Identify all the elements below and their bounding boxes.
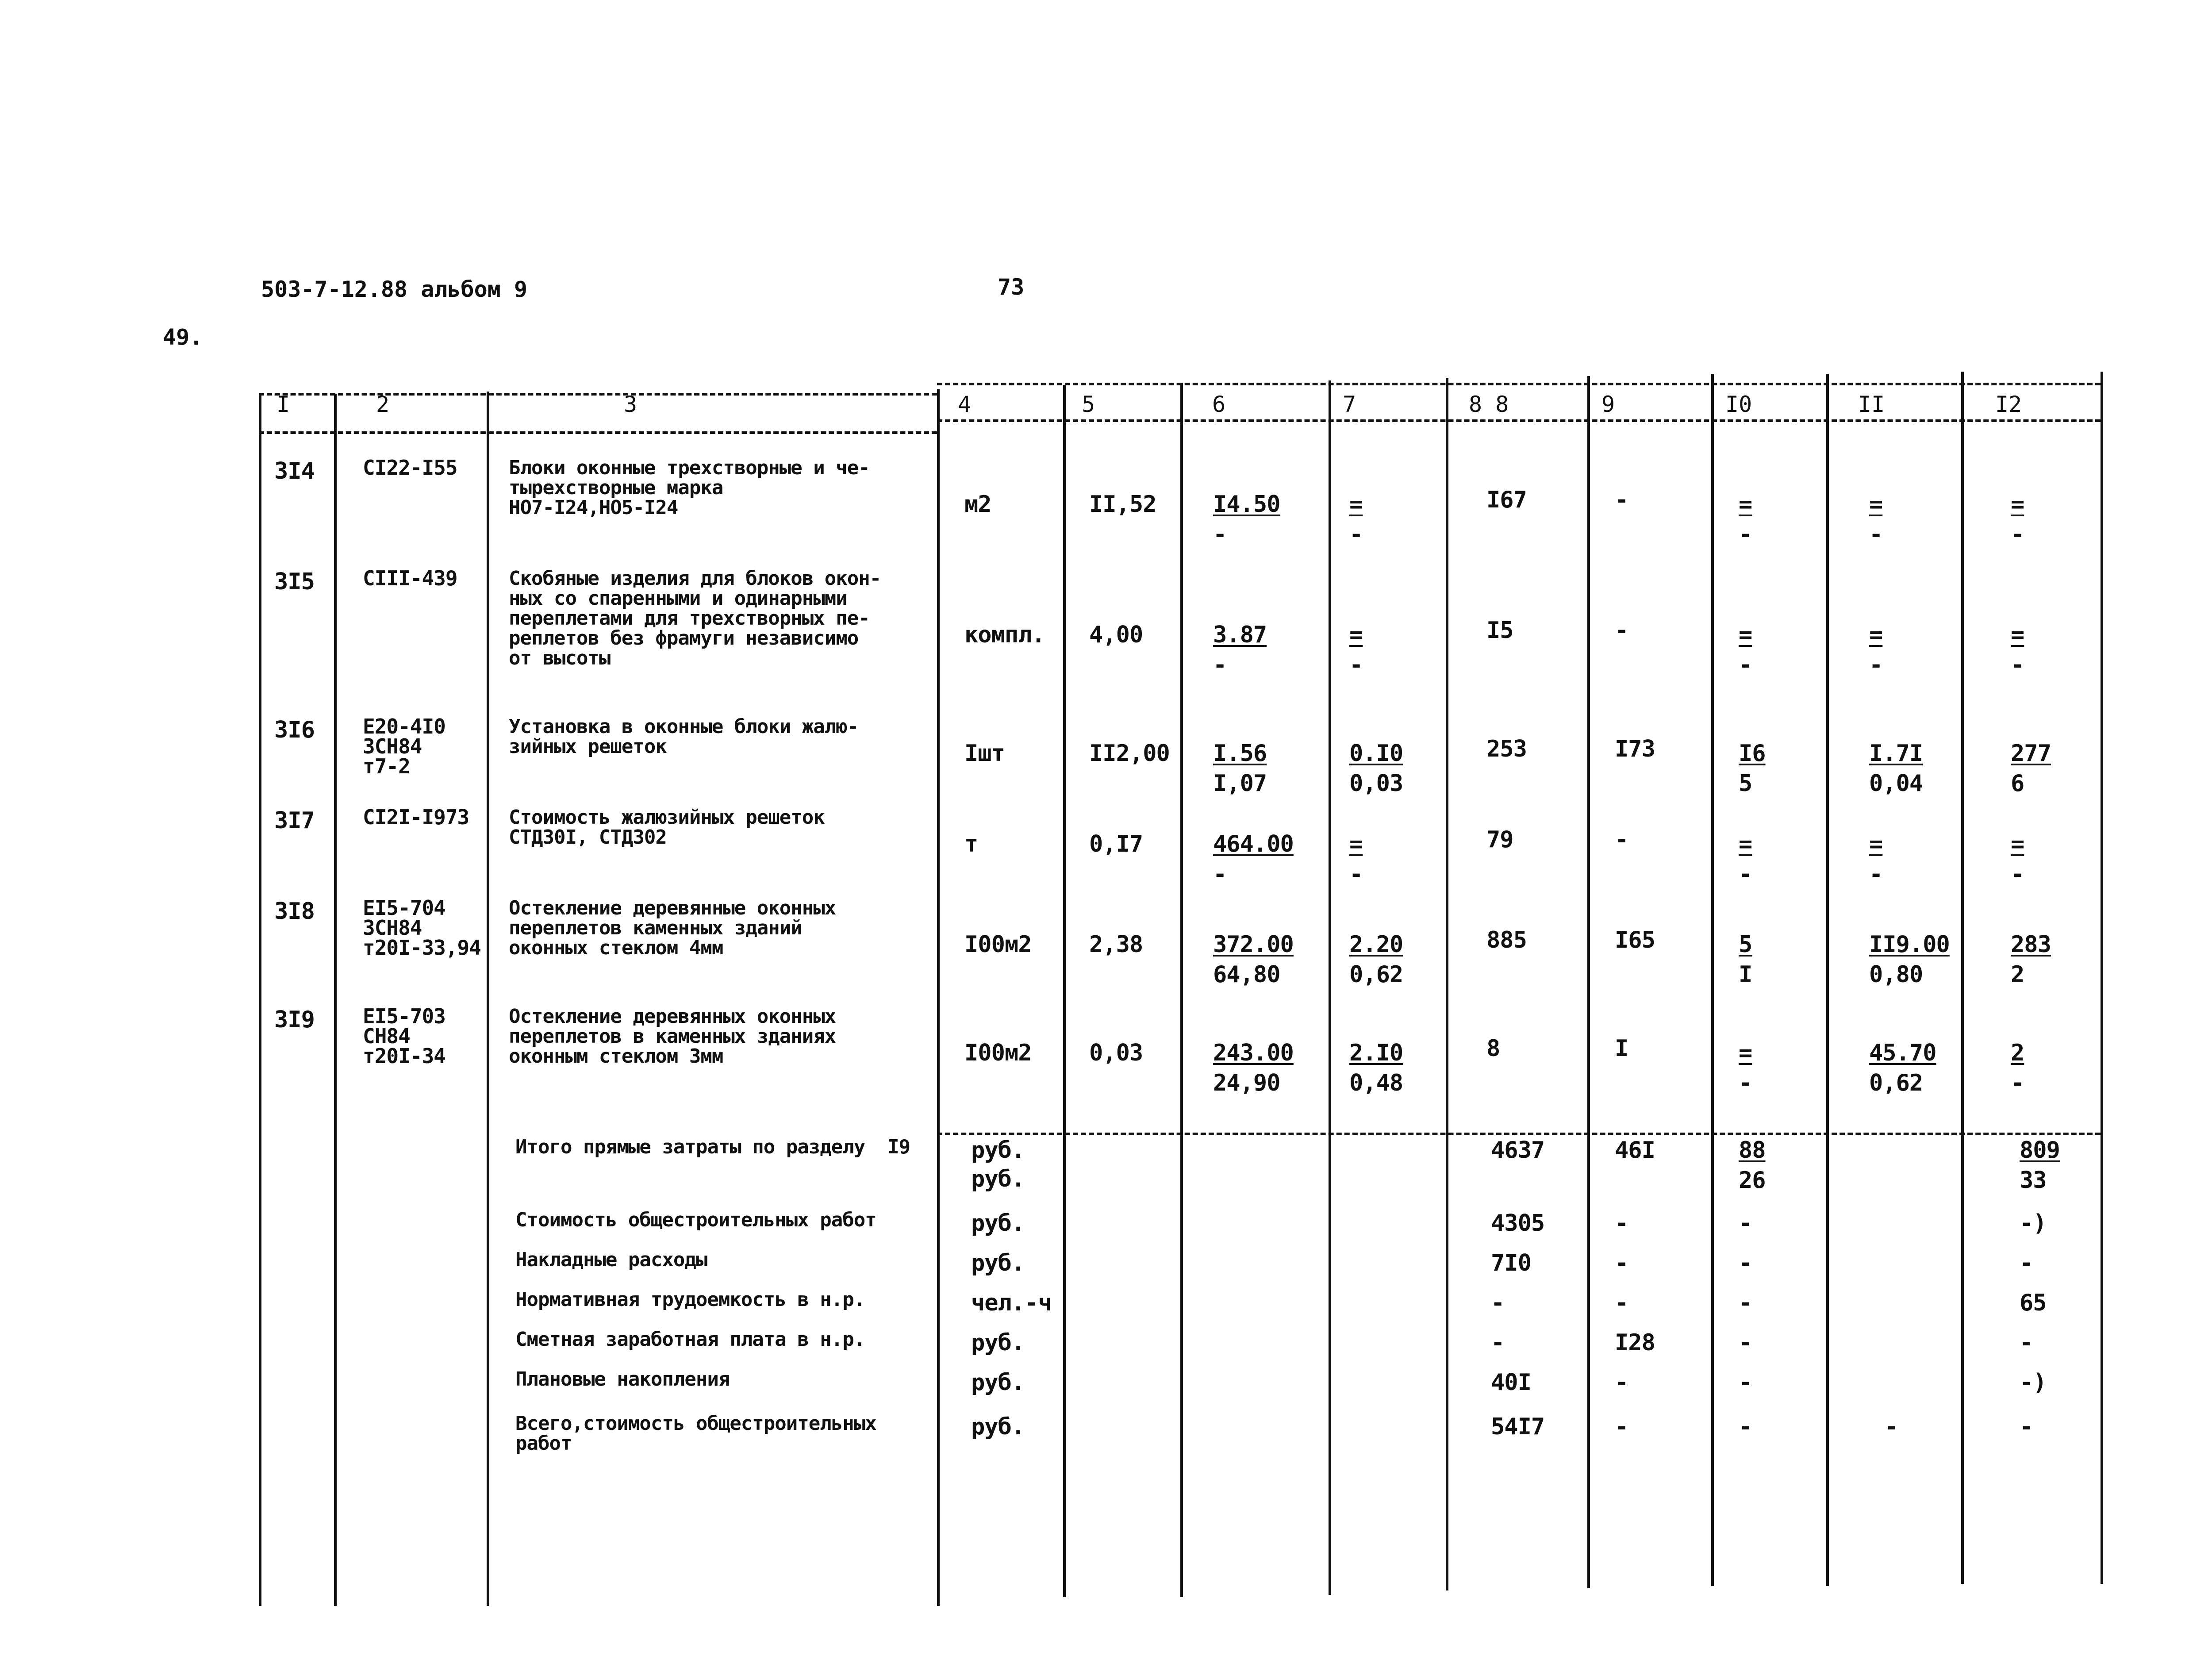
total-machines: =: [1739, 1040, 1752, 1066]
quantity: II2,00: [1089, 740, 1170, 767]
work-description: Блоки оконные трехстворные и че- тырехстворные марка НО7-I24,НО5-I24: [509, 457, 870, 519]
total-machines: =: [1739, 622, 1752, 648]
totals-cost: -: [1491, 1290, 1505, 1316]
totals-cost: 4305: [1491, 1210, 1545, 1237]
labor-total: =: [2011, 830, 2024, 857]
column-number: 4: [958, 392, 972, 417]
totals-label: Итого прямые затраты по разделу I9: [515, 1136, 910, 1158]
unit-of-measure: м2: [964, 491, 991, 518]
total-wages: -: [1615, 617, 1628, 644]
totals-cost: 54I7: [1491, 1414, 1545, 1440]
unit-cost-machines: =: [1349, 491, 1363, 518]
labor-total: 283: [2011, 931, 2051, 958]
quantity: 2,38: [1089, 931, 1143, 958]
unit-cost-machines: 2.20: [1349, 931, 1403, 958]
table-top-border: [937, 383, 2101, 385]
totals-wages: -: [1615, 1210, 1628, 1237]
totals-cost: -: [1491, 1329, 1505, 1356]
totals-wages: -: [1615, 1250, 1628, 1276]
totals-wages: -: [1615, 1369, 1628, 1396]
totals-wages: I28: [1615, 1329, 1655, 1356]
unit-cost-total: 372.00: [1213, 931, 1294, 958]
total-machine-wages: -: [1739, 860, 1752, 887]
labor-total: =: [2011, 491, 2024, 518]
pricing-code: CI22-I55: [363, 456, 457, 480]
pricing-code: EI5-704 3СН84 т20I-33,94: [363, 896, 481, 960]
sheet-mark: 49.: [163, 324, 203, 350]
column-divider: [1711, 374, 1714, 1586]
header-rule: [937, 419, 2101, 422]
totals-unit: руб.: [971, 1250, 1025, 1276]
page-number: 73: [998, 274, 1025, 300]
column-divider: [1961, 372, 1964, 1584]
total-cost: I5: [1486, 617, 1513, 644]
totals-labor: 65: [2020, 1290, 2047, 1316]
totals-machines: 88: [1739, 1137, 1766, 1164]
column-divider: [1826, 374, 1829, 1586]
labor-per-unit: =: [1869, 622, 1883, 648]
total-wages: I65: [1615, 927, 1655, 953]
column-divider: [1063, 385, 1066, 1597]
row-number: 3I8: [274, 898, 315, 925]
unit-cost-wages: 64,80: [1213, 961, 1280, 988]
unit-cost-machine-wages: 0,62: [1349, 961, 1403, 988]
total-cost: 79: [1486, 826, 1513, 853]
total-wages: -: [1615, 487, 1628, 513]
total-machine-wages: -: [1739, 1070, 1752, 1096]
header-rule: [259, 431, 937, 434]
total-machines: =: [1739, 830, 1752, 857]
totals-unit: руб.: [971, 1329, 1025, 1356]
unit-of-measure: компл.: [964, 622, 1045, 648]
totals-wages: -: [1615, 1290, 1628, 1316]
total-machines: I6: [1739, 740, 1766, 767]
row-number: 3I6: [274, 717, 315, 743]
totals-unit: руб.: [971, 1137, 1025, 1164]
totals-machines: -: [1739, 1369, 1752, 1396]
unit-of-measure: I00м2: [964, 1040, 1032, 1066]
totals-wages: -: [1615, 1414, 1628, 1440]
totals-label: Сметная заработная плата в н.р.: [515, 1328, 865, 1351]
column-divider: [487, 392, 489, 1606]
unit-cost-machines: =: [1349, 622, 1363, 648]
totals-labor: -): [2020, 1210, 2047, 1237]
pricing-code: E20-4I0 3СН84 т7-2: [363, 714, 445, 778]
column-number: 2: [376, 392, 390, 417]
labor-per-unit-machinists: 0,62: [1869, 1070, 1923, 1096]
unit-cost-total: I4.50: [1213, 491, 1280, 518]
unit-cost-machines: 2.I0: [1349, 1040, 1403, 1066]
total-machines: 5: [1739, 931, 1752, 958]
total-machine-wages: -: [1739, 652, 1752, 678]
column-divider: [1446, 378, 1448, 1590]
unit-cost-machine-wages: 0,03: [1349, 770, 1403, 797]
column-number: I: [276, 392, 290, 417]
document-reference: 503-7-12.88 альбом 9: [261, 277, 528, 302]
totals-unit: руб.: [971, 1210, 1025, 1237]
totals-cost: 4637: [1491, 1137, 1545, 1164]
totals-label: Нормативная трудоемкость в н.р.: [515, 1288, 865, 1311]
pricing-code: EI5-703 СН84 т20I-34: [363, 1004, 445, 1068]
labor-total-machinists: 2: [2011, 961, 2024, 988]
total-wages: I: [1615, 1035, 1628, 1062]
quantity: II,52: [1089, 491, 1156, 518]
totals-label: Плановые накопления: [515, 1368, 730, 1391]
unit-cost-wages: -: [1213, 652, 1227, 678]
column-number: 3: [624, 392, 637, 417]
totals-labor-per-unit: -: [1885, 1414, 1898, 1440]
table-border-left: [259, 394, 261, 1606]
labor-total: 2: [2011, 1040, 2024, 1066]
totals-label: Накладные расходы: [515, 1248, 707, 1271]
total-machine-wages: -: [1739, 521, 1752, 548]
labor-total: 277: [2011, 740, 2051, 767]
unit-cost-total: I.56: [1213, 740, 1267, 767]
column-number: I2: [1995, 392, 2022, 417]
total-wages: I73: [1615, 735, 1655, 762]
column-divider: [1180, 383, 1183, 1597]
pricing-code: CIII-439: [363, 566, 457, 590]
totals-label: Стоимость общестроительных работ: [515, 1209, 876, 1231]
totals-unit: чел.-ч: [971, 1290, 1052, 1316]
quantity: 0,03: [1089, 1040, 1143, 1066]
column-number: 9: [1601, 392, 1615, 417]
labor-total-machinists: -: [2011, 860, 2024, 887]
table-top-border: [259, 393, 937, 396]
totals-machines: -: [1739, 1250, 1752, 1276]
work-description: Остекление деревянных оконных переплетов в каменных зданиях оконным стеклом 3мм: [509, 1005, 836, 1068]
totals-labor: -: [2020, 1250, 2033, 1276]
pricing-code: CI2I-I973: [363, 805, 469, 829]
total-cost: 885: [1486, 927, 1527, 953]
labor-per-unit-machinists: 0,80: [1869, 961, 1923, 988]
unit-cost-machine-wages: 0,48: [1349, 1070, 1403, 1096]
column-number: 8 8: [1469, 392, 1509, 417]
labor-per-unit: 45.70: [1869, 1040, 1936, 1066]
total-cost: 8: [1486, 1035, 1500, 1062]
labor-per-unit-machinists: -: [1869, 652, 1883, 678]
row-number: 3I4: [274, 458, 315, 484]
unit-cost-machines: =: [1349, 830, 1363, 857]
totals-labor: -: [2020, 1414, 2033, 1440]
totals-unit: руб.: [971, 1414, 1025, 1440]
unit-cost-wages: -: [1213, 521, 1227, 548]
totals-unit-secondary: руб.: [971, 1166, 1025, 1192]
row-number: 3I9: [274, 1006, 315, 1033]
quantity: 4,00: [1089, 622, 1143, 648]
unit-cost-machine-wages: -: [1349, 521, 1363, 548]
totals-cost: 7I0: [1491, 1250, 1531, 1276]
totals-label: Всего,стоимость общестроительных работ: [515, 1412, 876, 1455]
quantity: 0,I7: [1089, 830, 1143, 857]
totals-machine-wages: 26: [1739, 1167, 1766, 1194]
total-machine-wages: I: [1739, 961, 1752, 988]
totals-machines: -: [1739, 1329, 1752, 1356]
unit-cost-wages: I,07: [1213, 770, 1267, 797]
labor-total: =: [2011, 622, 2024, 648]
column-number: 7: [1343, 392, 1356, 417]
unit-cost-machine-wages: -: [1349, 652, 1363, 678]
labor-total-machinists: -: [2011, 652, 2024, 678]
table-border-right: [2101, 372, 2103, 1584]
labor-per-unit: =: [1869, 491, 1883, 518]
totals-machines: -: [1739, 1290, 1752, 1316]
unit-of-measure: т: [964, 830, 978, 857]
labor-per-unit-machinists: -: [1869, 860, 1883, 887]
column-number: 6: [1212, 392, 1226, 417]
labor-per-unit: I.7I: [1869, 740, 1923, 767]
labor-per-unit-machinists: -: [1869, 521, 1883, 548]
work-description: Скобяные изделия для блоков окон- ных со спаренными и одинарными переплетами для трехстворных пе- реплетов без фрамуги независимо от высоты: [509, 567, 881, 669]
column-divider: [1329, 380, 1331, 1595]
unit-cost-total: 243.00: [1213, 1040, 1294, 1066]
totals-labor: 809: [2020, 1137, 2060, 1164]
unit-cost-total: 3.87: [1213, 622, 1267, 648]
totals-cost: 40I: [1491, 1369, 1531, 1396]
labor-per-unit: =: [1869, 830, 1883, 857]
labor-per-unit: II9.00: [1869, 931, 1950, 958]
totals-unit: руб.: [971, 1369, 1025, 1396]
unit-of-measure: I00м2: [964, 931, 1032, 958]
labor-total-machinists: -: [2011, 1070, 2024, 1096]
totals-machines: -: [1739, 1210, 1752, 1237]
totals-labor: -): [2020, 1369, 2047, 1396]
column-divider: [937, 389, 940, 1606]
unit-cost-total: 464.00: [1213, 830, 1294, 857]
totals-labor-machinists: 33: [2020, 1167, 2047, 1194]
totals-labor: -: [2020, 1329, 2033, 1356]
column-number: I0: [1725, 392, 1752, 417]
total-machines: =: [1739, 491, 1752, 518]
row-number: 3I7: [274, 807, 315, 834]
labor-total-machinists: -: [2011, 521, 2024, 548]
work-description: Остекление деревянные оконных переплетов каменных зданий оконных стеклом 4мм: [509, 897, 836, 959]
total-wages: -: [1615, 826, 1628, 853]
labor-total-machinists: 6: [2011, 770, 2024, 797]
totals-rule: [937, 1133, 2101, 1135]
totals-machines: -: [1739, 1414, 1752, 1440]
unit-of-measure: Iшт: [964, 740, 1005, 767]
unit-cost-wages: -: [1213, 860, 1227, 887]
column-divider: [334, 394, 337, 1606]
total-cost: I67: [1486, 487, 1527, 513]
work-description: Установка в оконные блоки жалю- зийных решеток: [509, 715, 859, 758]
total-cost: 253: [1486, 735, 1527, 762]
column-number: 5: [1082, 392, 1095, 417]
work-description: Стоимость жалюзийных решеток СТД30I, СТД302: [509, 806, 825, 849]
totals-wages: 46I: [1615, 1137, 1655, 1164]
unit-cost-wages: 24,90: [1213, 1070, 1280, 1096]
row-number: 3I5: [274, 569, 315, 595]
column-divider: [1587, 376, 1590, 1588]
labor-per-unit-machinists: 0,04: [1869, 770, 1923, 797]
unit-cost-machines: 0.I0: [1349, 740, 1403, 767]
column-number: II: [1858, 392, 1885, 417]
unit-cost-machine-wages: -: [1349, 860, 1363, 887]
total-machine-wages: 5: [1739, 770, 1752, 797]
